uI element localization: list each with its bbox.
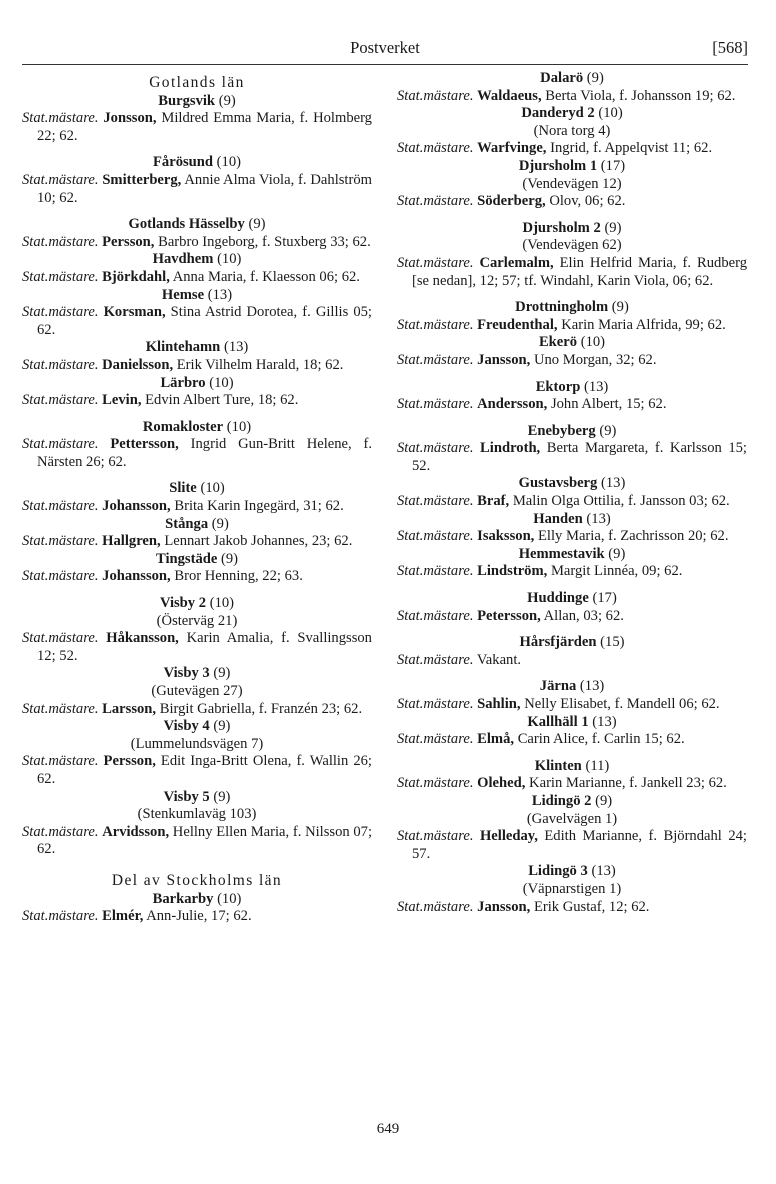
entry-details: Bror Henning, 22; 63. [174, 568, 303, 585]
post-office-name: Järna [539, 678, 577, 695]
page-reference: [568] [712, 38, 748, 57]
entry-details: Anna Maria, f. Klaesson 06; 62. [172, 268, 360, 285]
entry-details: Allan, 03; 62. [543, 607, 624, 624]
surname: Warfvinge, [477, 140, 547, 157]
job-title: Stat.mästare. [22, 498, 99, 515]
job-title: Stat.mästare. [397, 828, 474, 845]
staff-entry [397, 608, 747, 626]
entry-details: Elin Helfrid Maria, f. Rudberg [se nedan], 12; 57; tf. Windahl, Karin Viola, 06; 62. [412, 254, 747, 289]
spacer [397, 581, 747, 590]
surname: Lindström, [477, 563, 548, 580]
staff-entry [22, 269, 372, 287]
post-office-heading [397, 590, 747, 608]
post-office-heading [397, 475, 747, 493]
post-office-heading [22, 287, 372, 305]
post-office-name: Handen [533, 510, 583, 527]
post-office-name: Djursholm 2 [522, 219, 601, 236]
post-office-heading [397, 334, 747, 352]
spacer [22, 410, 372, 419]
post-office-heading [22, 891, 372, 909]
staff-entry [22, 436, 372, 471]
staff-entry [397, 396, 747, 414]
salary-grade: (9) [221, 550, 239, 567]
spacer [22, 207, 372, 216]
entry-details: Stina Astrid Dorotea, f. Gillis 05; 62. [37, 304, 372, 338]
post-office-heading [397, 158, 747, 176]
entry-details: Erik Gustaf, 12; 62. [533, 898, 650, 915]
salary-grade: (9) [248, 216, 266, 233]
salary-grade: (9) [213, 718, 231, 735]
salary-grade: (13) [223, 339, 249, 356]
salary-grade: (10) [216, 154, 241, 171]
surname: Waldaeus, [477, 87, 542, 104]
job-title: Stat.mästare. [397, 775, 474, 792]
job-title: Stat.mästare. [397, 193, 474, 210]
post-office-heading [22, 551, 372, 569]
staff-entry [22, 533, 372, 551]
job-title: Stat.mästare. [22, 568, 99, 585]
salary-grade: (9) [586, 70, 604, 86]
job-title: Stat.mästare. [397, 528, 474, 545]
surname: Sahlin, [477, 696, 521, 712]
salary-grade: (9) [599, 422, 617, 439]
salary-grade: (9) [608, 545, 626, 562]
salary-grade: (9) [213, 665, 231, 682]
post-office-name: Gotlands Hässelby [128, 216, 245, 233]
post-office-name: Visby 5 [163, 788, 210, 805]
entry-details: Karin Amalia, f. Svallingsson 12; 52. [37, 630, 372, 664]
post-office-name: Ektorp [535, 378, 581, 395]
job-title: Stat.mästare. [397, 351, 474, 368]
entry-details: Lennart Jakob Johannes, 23; 62. [164, 533, 353, 550]
page-number: 649 [376, 1121, 400, 1137]
job-title: Stat.mästare. [22, 392, 99, 409]
job-title: Stat.mästare. [397, 440, 474, 457]
entry-details: Nelly Elisabet, f. Mandell 06; 62. [524, 696, 720, 712]
staff-entry [397, 775, 747, 793]
post-office-name: Danderyd 2 [521, 105, 595, 122]
surname: Johansson, [102, 498, 171, 515]
post-office-heading [397, 863, 747, 881]
post-office-name: Burgsvik [158, 92, 216, 109]
surname: Jansson, [477, 898, 531, 915]
surname: Danielsson, [102, 356, 174, 373]
surname: Söderberg, [477, 193, 546, 210]
salary-grade: (9) [604, 219, 622, 236]
entry-details: Karin Maria Alfrida, 99; 62. [561, 316, 726, 333]
post-office-name: Romakloster [142, 418, 224, 435]
salary-grade: (13) [591, 863, 616, 880]
staff-entry [397, 731, 747, 749]
job-title: Stat.mästare. [397, 731, 474, 748]
post-office-address: (Vendevägen 62) [522, 237, 622, 254]
job-title: Stat.mästare. [22, 110, 99, 127]
surname: Johansson, [102, 568, 171, 585]
job-title: Stat.mästare. [397, 607, 474, 624]
salary-grade: (9) [211, 515, 229, 532]
spacer [397, 211, 747, 220]
job-title: Stat.mästare. [397, 254, 474, 271]
spacer [397, 669, 747, 678]
post-office-heading [22, 375, 372, 393]
post-office-heading [397, 793, 747, 811]
salary-grade: (15) [600, 634, 625, 651]
salary-grade: (10) [217, 251, 242, 268]
spacer [22, 859, 372, 868]
salary-grade: (13) [600, 475, 626, 492]
post-office-name: Visby 4 [163, 718, 210, 735]
left-column [22, 70, 372, 926]
spacer [397, 414, 747, 423]
surname: Petersson, [477, 607, 541, 624]
post-office-name: Fårösund [153, 154, 214, 171]
surname: Helleday, [479, 828, 538, 845]
spacer [22, 471, 372, 480]
staff-entry [397, 140, 747, 158]
entry-details: Berta Viola, f. Johansson 19; 62. [545, 87, 736, 104]
post-office-name: Slite [169, 480, 197, 497]
entry-details: Edith Marianne, f. Björndahl 24; 57. [412, 828, 747, 862]
surname: Persson, [103, 753, 156, 770]
job-title: Stat.mästare. [22, 823, 99, 840]
entry-details: Uno Morgan, 32; 62. [533, 351, 657, 368]
post-office-name: Tingstäde [155, 550, 218, 567]
post-office-name: Lärbro [160, 374, 206, 391]
surname: Korsman, [103, 304, 166, 321]
job-title: Stat.mästare. [22, 700, 99, 717]
post-office-heading [397, 70, 747, 88]
entry-details: Olov, 06; 62. [549, 193, 626, 210]
post-office-name: Djursholm 1 [518, 157, 598, 174]
entry-details: Annie Alma Viola, f. Dahlström 10; 62. [37, 171, 372, 206]
post-office-name: Hårsfjärden [519, 634, 597, 651]
post-office-address: (Väpnarstigen 1) [522, 880, 622, 897]
post-office-heading [397, 678, 747, 696]
post-office-name: Barkarby [152, 890, 214, 907]
job-title: Stat.mästare. [22, 304, 99, 321]
surname: Freudenthal, [477, 316, 558, 333]
post-office-name: Havdhem [152, 251, 214, 268]
entry-details: Birgit Gabriella, f. Franzén 23; 62. [159, 700, 363, 717]
salary-grade: (13) [579, 678, 605, 695]
surname: Jansson, [477, 351, 531, 368]
job-title: Stat.mästare. [22, 908, 99, 925]
salary-grade: (9) [213, 788, 231, 805]
salary-grade: (10) [200, 480, 225, 497]
salary-grade: (11) [585, 757, 610, 774]
spacer [397, 749, 747, 758]
staff-entry [397, 193, 747, 211]
spacer [397, 290, 747, 299]
surname: Pettersson, [110, 436, 179, 453]
post-office-heading [397, 511, 747, 529]
post-office-address: (Nora torg 4) [533, 122, 611, 139]
staff-entry [22, 630, 372, 665]
entry-details: Karin Marianne, f. Jankell 23; 62. [529, 775, 727, 792]
staff-entry [397, 828, 747, 863]
surname: Levin, [102, 392, 142, 409]
entry-details: Elly Maria, f. Zachrisson 20; 62. [538, 528, 729, 545]
job-title: Stat.mästare. [22, 171, 99, 188]
post-office-name: Huddinge [527, 590, 589, 607]
salary-grade: (9) [611, 299, 629, 316]
job-title: Stat.mästare. [397, 898, 474, 915]
post-office-name: Klinten [534, 757, 582, 774]
staff-entry [397, 440, 747, 475]
post-office-heading [397, 299, 747, 317]
post-office-name: Stånga [165, 515, 209, 532]
staff-entry [397, 652, 747, 670]
job-title: Stat.mästare. [22, 233, 99, 250]
page-header [22, 38, 748, 62]
job-title: Stat.mästare. [22, 533, 99, 550]
staff-entry [397, 88, 747, 106]
staff-entry [22, 753, 372, 788]
surname: Elmér, [102, 908, 144, 925]
salary-grade: (9) [595, 792, 613, 809]
post-office-heading [397, 546, 747, 564]
post-office-heading [22, 718, 372, 736]
post-office-name: Kallhäll 1 [527, 713, 589, 730]
spacer [397, 625, 747, 634]
post-office-name: Lidingö 2 [531, 792, 592, 809]
spacer [397, 370, 747, 379]
post-office-name: Lidingö 3 [528, 863, 588, 880]
job-title: Stat.mästare. [22, 356, 99, 373]
post-office-address: (Österväg 21) [156, 612, 238, 629]
post-office-heading [22, 665, 372, 683]
header-rule [22, 64, 748, 65]
post-office-address: (Lummelundsvägen 7) [130, 735, 264, 752]
salary-grade: (13) [207, 286, 233, 303]
post-office-heading [22, 93, 372, 111]
entry-details: Ann-Julie, 17; 62. [146, 908, 252, 925]
section-heading: Del av Stockholms län [111, 871, 283, 889]
job-title: Stat.mästare. [22, 436, 99, 453]
staff-entry [22, 824, 372, 859]
salary-grade: (9) [218, 92, 236, 109]
section-heading: Gotlands län [149, 74, 245, 91]
staff-entry [397, 352, 747, 370]
entry-details: Margit Linnéa, 09; 62. [550, 563, 683, 580]
job-title: Stat.mästare. [397, 140, 474, 157]
surname: Lindroth, [480, 440, 541, 457]
post-office-heading [397, 423, 747, 441]
post-office-address: (Gavelvägen 1) [526, 810, 618, 827]
entry-details: Carin Alice, f. Carlin 15; 62. [517, 731, 685, 748]
staff-entry [22, 701, 372, 719]
post-office-address: (Vendevägen 12) [522, 175, 622, 192]
post-office-heading [397, 379, 747, 397]
post-office-name: Klintehamn [145, 339, 221, 356]
post-office-heading [22, 154, 372, 172]
post-office-heading [397, 105, 747, 123]
staff-entry [397, 255, 747, 290]
post-office-address: (Stenkumlaväg 103) [137, 806, 257, 823]
salary-grade: (10) [209, 374, 234, 391]
entry-details: Malin Olga Ottilia, f. Jansson 03; 62. [512, 493, 730, 510]
staff-entry [397, 317, 747, 335]
staff-entry [22, 392, 372, 410]
post-office-heading [397, 714, 747, 732]
staff-entry [22, 908, 372, 926]
surname: Persson, [102, 233, 155, 250]
surname: Smitterberg, [102, 171, 182, 188]
staff-entry [397, 563, 747, 581]
surname: Carlemalm, [479, 254, 554, 271]
post-office-name: Hemmestavik [518, 545, 605, 562]
staff-entry [397, 493, 747, 511]
entry-details: Berta Margareta, f. Karlsson 15; 52. [412, 440, 747, 474]
salary-grade: (13) [592, 713, 617, 730]
entry-details: Edvin Albert Ture, 18; 62. [145, 392, 299, 409]
post-office-name: Hemse [161, 286, 205, 303]
spacer [22, 586, 372, 595]
job-title: Stat.mästare. [397, 493, 474, 510]
entry-details: Vakant. [476, 651, 522, 668]
staff-entry [22, 568, 372, 586]
surname: Larsson, [102, 700, 157, 717]
surname: Håkansson, [106, 630, 179, 647]
spacer [22, 145, 372, 154]
post-office-name: Ekerö [538, 334, 578, 351]
salary-grade: (10) [580, 334, 606, 351]
job-title: Stat.mästare. [22, 630, 99, 647]
post-office-name: Dalarö [540, 70, 584, 86]
job-title: Stat.mästare. [22, 753, 99, 770]
entry-details: Ingrid Gun-Britt Helene, f. Närsten 26; 62. [37, 436, 372, 470]
entry-details: John Albert, 15; 62. [550, 396, 667, 413]
post-office-heading [22, 339, 372, 357]
surname: Arvidsson, [102, 823, 170, 840]
post-office-heading [22, 595, 372, 613]
surname: Braf, [477, 493, 510, 510]
post-office-name: Visby 3 [163, 665, 210, 682]
staff-entry [22, 498, 372, 516]
job-title: Stat.mästare. [397, 651, 474, 668]
entry-details: Ingrid, f. Appelqvist 11; 62. [550, 140, 713, 157]
post-office-heading [22, 251, 372, 269]
post-office-name: Gustavsberg [518, 475, 598, 492]
staff-entry [22, 234, 372, 252]
staff-entry [397, 899, 747, 917]
salary-grade: (10) [598, 105, 623, 122]
salary-grade: (13) [586, 510, 611, 527]
post-office-heading [22, 419, 372, 437]
post-office-heading [397, 758, 747, 776]
post-office-address: (Gutevägen 27) [151, 683, 243, 699]
salary-grade: (17) [592, 590, 617, 607]
running-title: Postverket [350, 38, 420, 57]
entry-details: Brita Karin Ingegärd, 31; 62. [174, 498, 344, 515]
salary-grade: (13) [583, 378, 609, 395]
job-title: Stat.mästare. [397, 87, 474, 104]
surname: Björkdahl, [102, 268, 170, 285]
staff-entry [22, 110, 372, 145]
surname: Hallgren, [102, 533, 161, 550]
right-column [397, 70, 747, 916]
post-office-heading [22, 516, 372, 534]
surname: Isaksson, [477, 528, 535, 545]
surname: Elmå, [477, 731, 515, 748]
job-title: Stat.mästare. [397, 396, 474, 413]
job-title: Stat.mästare. [397, 316, 474, 333]
staff-entry [397, 528, 747, 546]
post-office-heading [397, 634, 747, 652]
entry-details: Hellny Ellen Maria, f. Nilsson 07; 62. [37, 823, 373, 858]
job-title: Stat.mästare. [22, 268, 99, 285]
staff-entry [22, 357, 372, 375]
post-office-heading [22, 789, 372, 807]
salary-grade: (10) [226, 418, 252, 435]
entry-details: Mildred Emma Maria, f. Holmberg 22; 62. [37, 110, 372, 144]
entry-details: Edit Inga-Britt Olena, f. Wallin 26; 62. [37, 753, 372, 787]
post-office-heading [22, 480, 372, 498]
job-title: Stat.mästare. [397, 696, 474, 712]
entry-details: Barbro Ingeborg, f. Stuxberg 33; 62. [158, 233, 371, 250]
surname: Olehed, [477, 775, 526, 792]
post-office-heading [22, 216, 372, 234]
staff-entry [22, 172, 372, 207]
staff-entry [397, 696, 747, 714]
surname: Jonsson, [103, 110, 157, 127]
salary-grade: (17) [600, 157, 626, 174]
salary-grade: (10) [209, 595, 235, 612]
post-office-name: Drottningholm [515, 299, 609, 316]
surname: Andersson, [477, 396, 548, 413]
post-office-name: Visby 2 [159, 595, 207, 612]
entry-details: Erik Vilhelm Harald, 18; 62. [176, 356, 344, 373]
post-office-heading [397, 220, 747, 238]
job-title: Stat.mästare. [397, 563, 474, 580]
salary-grade: (10) [217, 890, 242, 907]
staff-entry [22, 304, 372, 339]
post-office-name: Enebyberg [527, 422, 596, 439]
